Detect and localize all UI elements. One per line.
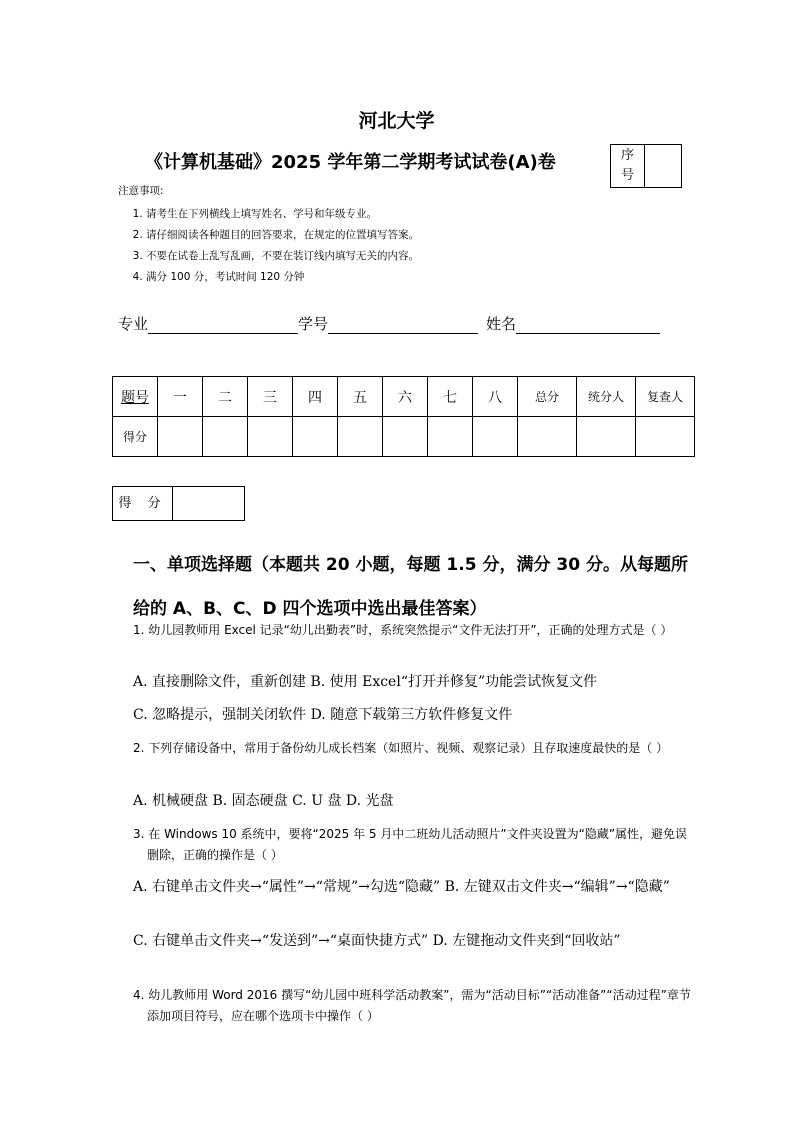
name-label: 姓名 [486, 315, 517, 333]
score-header-cell: 五 [338, 377, 383, 417]
score-header-cell: 统分人 [577, 377, 636, 417]
section-score-label: 得 分 [113, 487, 173, 520]
score-header-cell: 七 [428, 377, 473, 417]
score-cell[interactable] [248, 417, 293, 457]
score-header-cell: 总分 [518, 377, 577, 417]
note-item: 2. 请仔细阅读各种题目的回答要求，在规定的位置填写答案。 [146, 225, 419, 246]
sequence-label [611, 145, 645, 187]
sequence-number-box [610, 144, 682, 188]
score-cell[interactable] [636, 417, 695, 457]
question-option: C. 忽略提示，强制关闭软件 D. 随意下载第三方软件修复文件 [133, 707, 513, 723]
question-option: A. 直接删除文件，重新创建 B. 使用 Excel“打开并修复”功能尝试恢复文件 [133, 674, 598, 690]
major-label: 专业 [118, 315, 149, 333]
score-cell[interactable] [383, 417, 428, 457]
question-text: 2. 下列存储设备中，常用于备份幼儿成长档案（如照片、视频、观察记录）且存取速度最快的是（ ） [133, 741, 669, 755]
question-text: 3. 在 Windows 10 系统中，要将“2025 年 5 月中二班幼儿活动照片”文件夹设置为“隐藏”属性，避免误删除，正确的操作是（ ） [133, 827, 688, 862]
notes-heading: 注意事项: [118, 185, 164, 197]
exam-title: 《计算机基础》2025 学年第二学期考试试卷(A)卷 [145, 152, 556, 173]
score-cell[interactable] [428, 417, 473, 457]
score-table-header-row [113, 377, 695, 417]
score-header-cell: 四 [293, 377, 338, 417]
question-option: C. 右键单击文件夹→“发送到”→“桌面快捷方式” D. 左键拖动文件夹到“回收站” [133, 933, 621, 949]
notes-list [118, 204, 419, 288]
score-header-cell: 题号 [113, 377, 158, 417]
score-header-cell: 复查人 [636, 377, 695, 417]
question-text: 1. 幼儿园教师用 Excel 记录“幼儿出勤表”时，系统突然提示“文件无法打开”，正确的处理方式是（ ） [133, 623, 673, 637]
question-text: 4. 幼儿教师用 Word 2016 撰写“幼儿园中班科学活动教案”，需为“活动目标”“活动准备”“活动过程”章节添加项目符号，应在哪个选项卡中操作（ ） [133, 988, 691, 1023]
note-item: 1. 请考生在下列横线上填写姓名、学号和年级专业。 [146, 204, 419, 225]
section-score-box [112, 486, 245, 521]
note-item: 3. 不要在试卷上乱写乱画，不要在装订线内填写无关的内容。 [146, 246, 419, 267]
sequence-number-field[interactable] [645, 145, 681, 187]
section-score-field[interactable] [173, 487, 244, 520]
score-cell[interactable] [203, 417, 248, 457]
university-name: 河北大学 [358, 110, 435, 132]
note-item: 4. 满分 100 分，考试时间 120 分钟 [146, 267, 419, 288]
name-field[interactable] [516, 315, 660, 334]
score-cell[interactable] [158, 417, 203, 457]
score-row-label: 得分 [113, 417, 158, 457]
score-table-score-row [113, 417, 695, 457]
sequence-label-line2: 号 [620, 168, 634, 183]
section-title: 一、单项选择题（本题共 20 小题，每题 1.5 分，满分 30 分。从每题所给的 A、B、C、D 四个选项中选出最佳答案） [133, 555, 688, 619]
score-header-cell: 二 [203, 377, 248, 417]
score-cell[interactable] [518, 417, 577, 457]
student-info-line [118, 313, 660, 334]
question-option: A. 右键单击文件夹→“属性”→“常规”→勾选“隐藏” B. 左键双击文件夹→“编辑”→“隐藏” [133, 879, 670, 895]
score-table [112, 376, 695, 457]
sequence-label-line1: 序 [620, 148, 634, 163]
score-header-cell: 三 [248, 377, 293, 417]
major-field[interactable] [148, 315, 298, 334]
student-id-label: 学号 [298, 315, 329, 333]
notes-section [118, 183, 419, 288]
score-cell[interactable] [338, 417, 383, 457]
score-cell[interactable] [577, 417, 636, 457]
score-header-cell: 八 [473, 377, 518, 417]
score-cell[interactable] [473, 417, 518, 457]
question-option: A. 机械硬盘 B. 固态硬盘 C. U 盘 D. 光盘 [133, 793, 394, 809]
student-id-field[interactable] [328, 315, 478, 334]
score-header-cell: 六 [383, 377, 428, 417]
score-cell[interactable] [293, 417, 338, 457]
score-header-cell: 一 [158, 377, 203, 417]
